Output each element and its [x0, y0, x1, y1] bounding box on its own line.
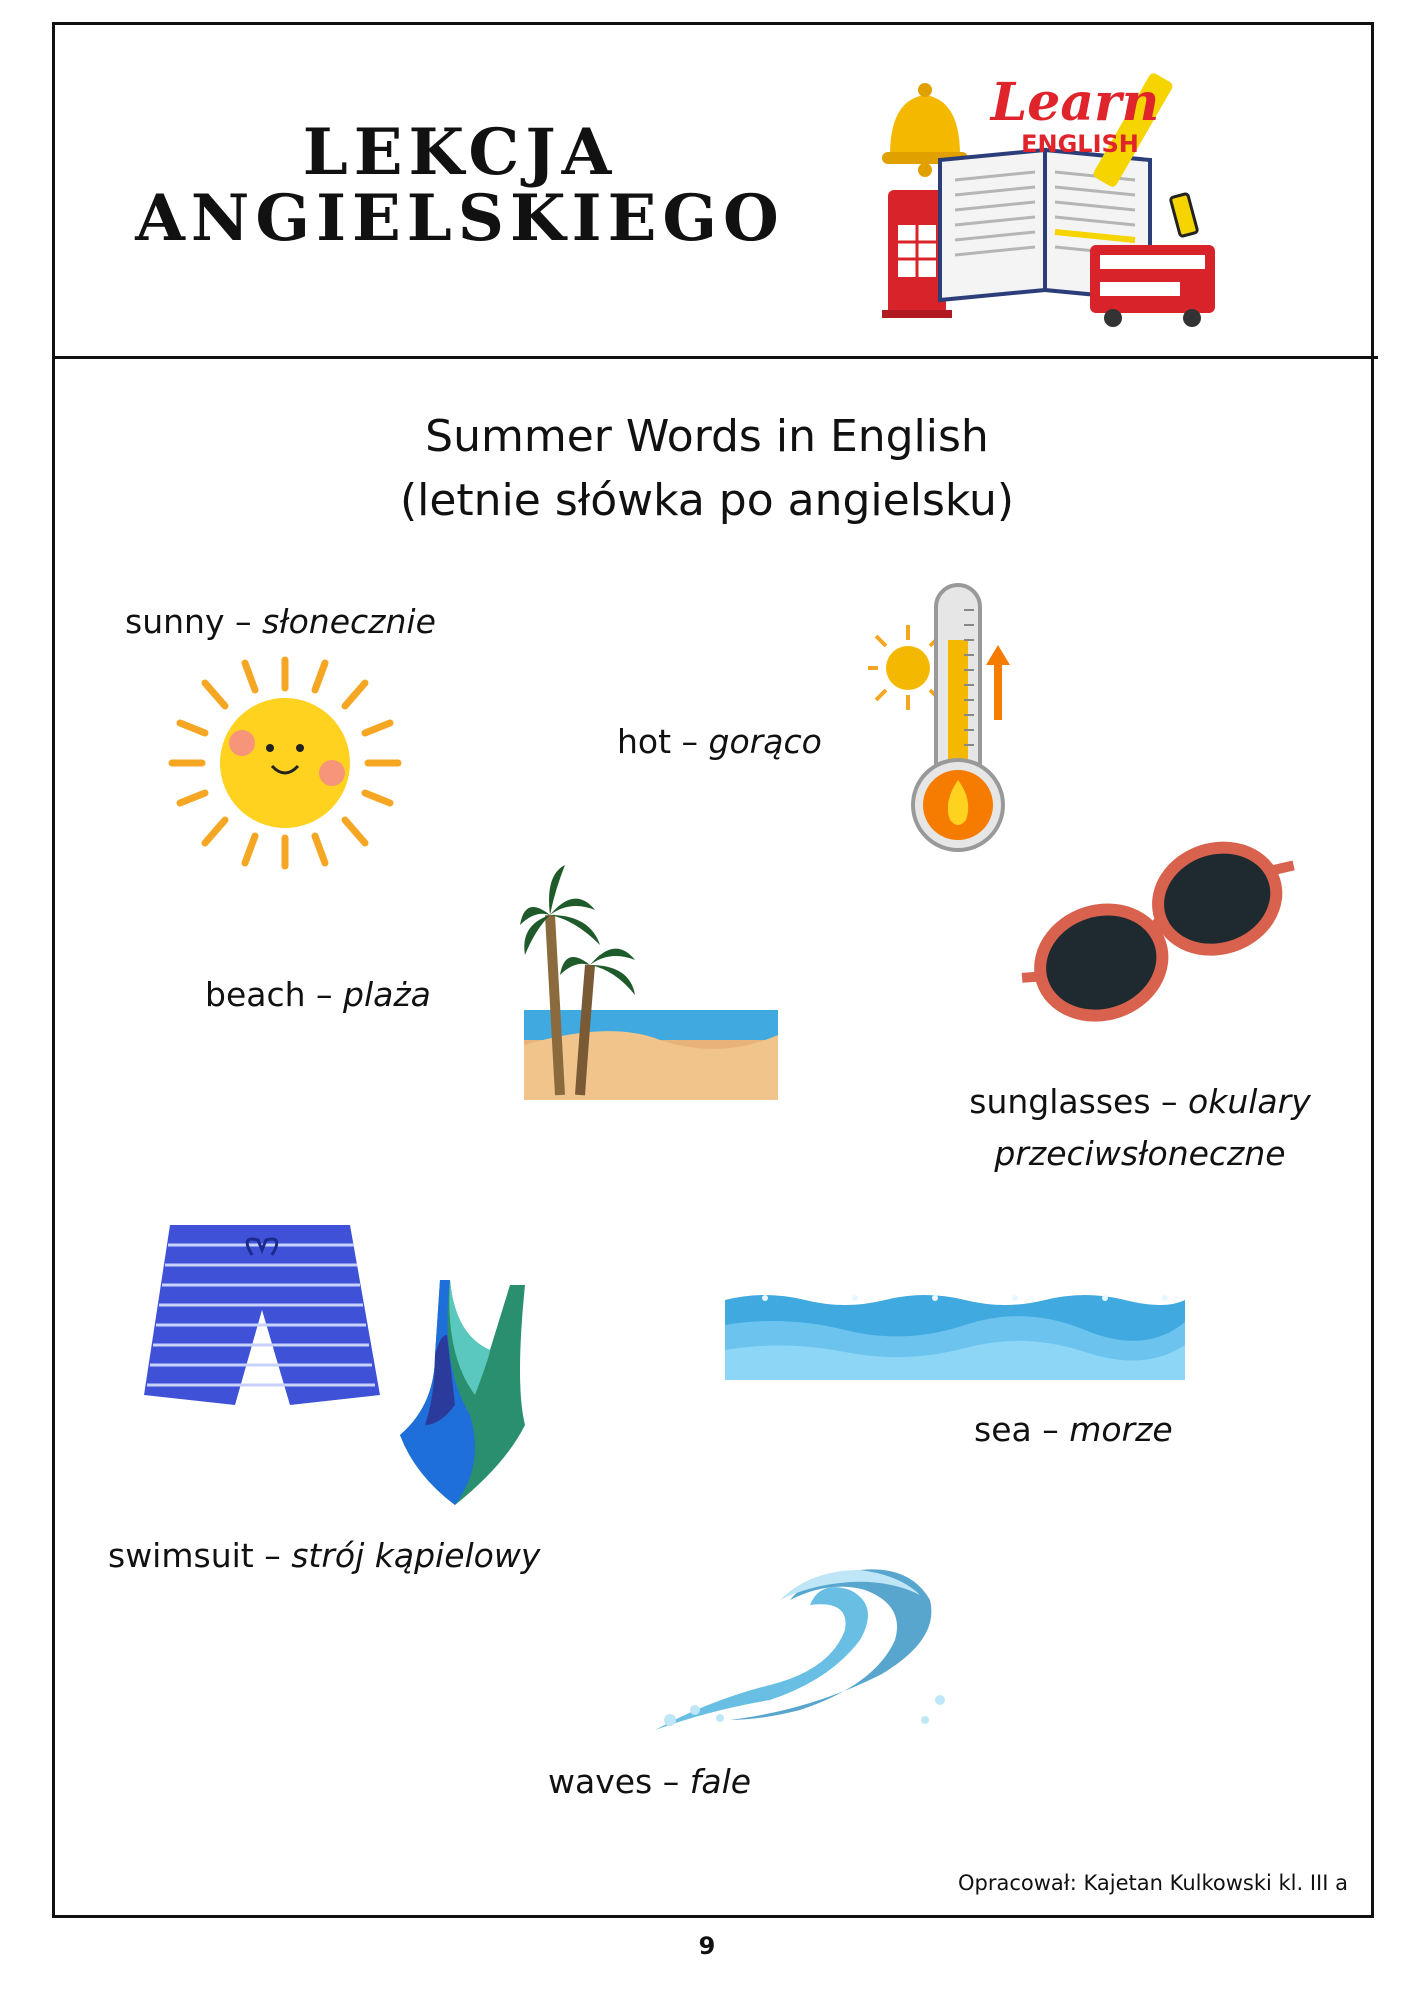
lesson-title: [120, 115, 800, 256]
word-separator: –: [224, 602, 262, 641]
subtitle-line1: Summer Words in English: [425, 411, 989, 462]
learn-english-logo: [870, 60, 1230, 340]
word-separator: –: [671, 722, 709, 761]
word-separator: –: [1031, 1410, 1070, 1449]
word-separator: –: [652, 1762, 690, 1801]
word-english: waves: [548, 1762, 653, 1801]
word-sea: [974, 1410, 1173, 1449]
word-polish: fale: [689, 1762, 752, 1801]
page-number: 9: [698, 1932, 716, 1960]
word-polish: słonecznie: [261, 602, 436, 641]
word-english: sea: [974, 1410, 1032, 1449]
word-separator: –: [305, 975, 344, 1014]
logo-learn-text: Learn: [990, 72, 1160, 133]
thermometer-icon: [868, 580, 1018, 860]
word-polish: strój kąpielowy: [291, 1536, 541, 1575]
word-swimsuit: [108, 1536, 540, 1575]
word-polish-line1: okulary: [1188, 1082, 1311, 1121]
word-english: beach: [205, 975, 306, 1014]
word-polish: morze: [1069, 1410, 1173, 1449]
word-polish-line2: przeciwsłoneczne: [994, 1134, 1286, 1173]
logo-english-text: ENGLISH: [1021, 130, 1139, 158]
word-polish: gorąco: [708, 722, 822, 761]
word-polish: plaża: [343, 975, 431, 1014]
lesson-title-line2: ANGIELSKIEGO: [135, 181, 785, 256]
lesson-title-line1: LEKCJA: [302, 115, 618, 190]
header-divider: [52, 356, 1378, 359]
word-english: swimsuit: [108, 1536, 254, 1575]
word-beach: [205, 975, 431, 1014]
word-hot: [617, 722, 822, 761]
word-waves: [548, 1762, 751, 1801]
word-english: hot: [617, 722, 672, 761]
word-english: sunglasses: [969, 1082, 1151, 1121]
worksheet-subtitle: [0, 405, 1414, 533]
sun-icon: [160, 648, 410, 878]
word-sunglasses: [940, 1076, 1340, 1180]
word-separator: –: [253, 1536, 292, 1575]
sunglasses-icon: [1010, 838, 1310, 1028]
author-credit: Opracował: Kajetan Kulkowski kl. III a: [957, 1871, 1348, 1895]
sea-icon: [725, 1290, 1185, 1380]
word-sunny: [125, 602, 436, 641]
swimsuit-icon: [395, 1275, 545, 1515]
bus-icon: [1090, 245, 1215, 327]
palm-beach-icon: [520, 855, 780, 1105]
subtitle-line2: (letnie słówka po angielsku): [399, 475, 1015, 526]
word-english: sunny: [125, 602, 225, 641]
wave-icon: [650, 1560, 960, 1745]
swim-shorts-icon: [140, 1215, 390, 1410]
word-separator: –: [1150, 1082, 1189, 1121]
